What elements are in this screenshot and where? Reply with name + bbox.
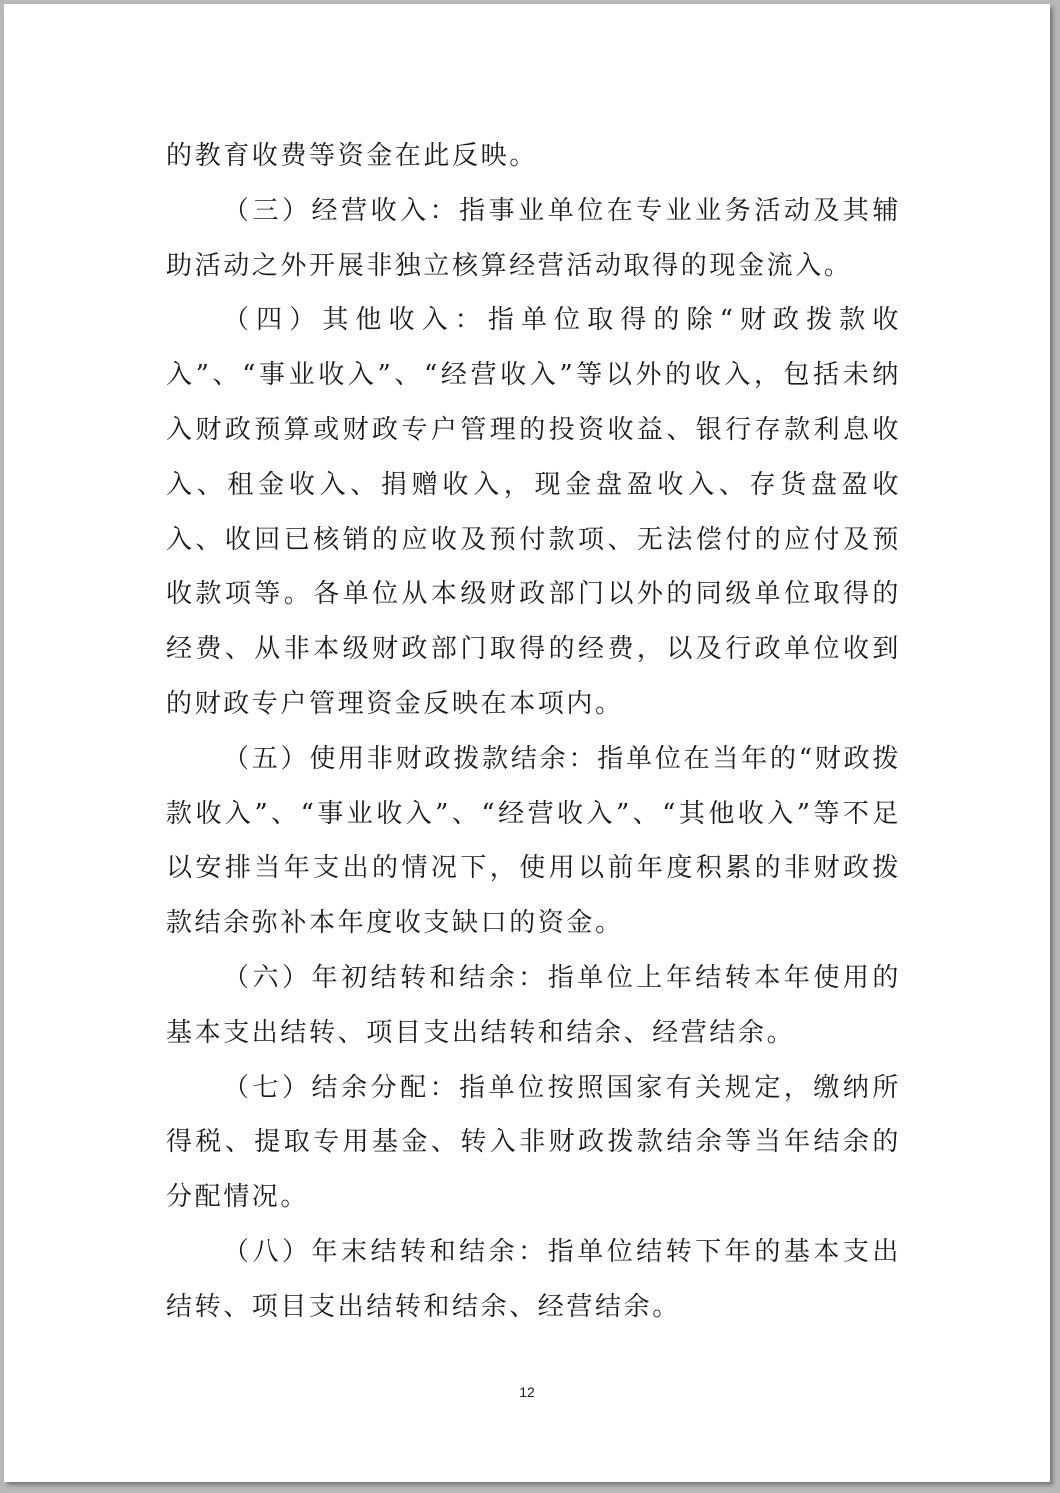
paragraph-closing-balance: （八）年末结转和结余：指单位结转下年的基本支出结转、项目支出结转和结余、经营结余。 [166,1236,901,1322]
paragraph-surplus-distribution: （七）结余分配：指单位按照国家有关规定，缴纳所得税、提取专用基金、转入非财政拨款结余等当年结余的分配情况。 [166,1072,901,1213]
paragraph-other-income: （四）其他收入：指单位取得的除“财政拨款收入”、“事业收入”、“经营收入”等以外的收入，包括未纳入财政预算或财政专户管理的投资收益、银行存款利息收入、租金收入、捐赠收入，现金盘盈收入、存货盘盈收入、收回已核销的应收及预付款项、无法偿付的应付及预收款项等。各单位从本级财政部门以外的同级单位取得的经费、从非本级财政部门取得的经费，以及行政单位收到的财政专户管理资金反映在本项内。 [166,305,901,719]
paragraph-non-fiscal-surplus: （五）使用非财政拨款结余：指单位在当年的“财政拨款收入”、“事业收入”、“经营收入”、“其他收入”等不足以安排当年支出的情况下，使用以前年度积累的非财政拨款结余弥补本年度收支缺口的资金。 [166,743,901,939]
page-number: 12 [519,1384,535,1400]
document-body [166,129,901,1335]
paragraph-continuation: 的教育收费等资金在此反映。 [166,141,538,171]
paragraph-operating-income: （三）经营收入：指事业单位在专业业务活动及其辅助活动之外开展非独立核算经营活动取得的现金流入。 [166,195,901,281]
paragraph-opening-balance: （六）年初结转和结余：指单位上年结转本年使用的基本支出结转、项目支出结转和结余、经营结余。 [166,962,901,1048]
document-page [4,4,1050,1482]
